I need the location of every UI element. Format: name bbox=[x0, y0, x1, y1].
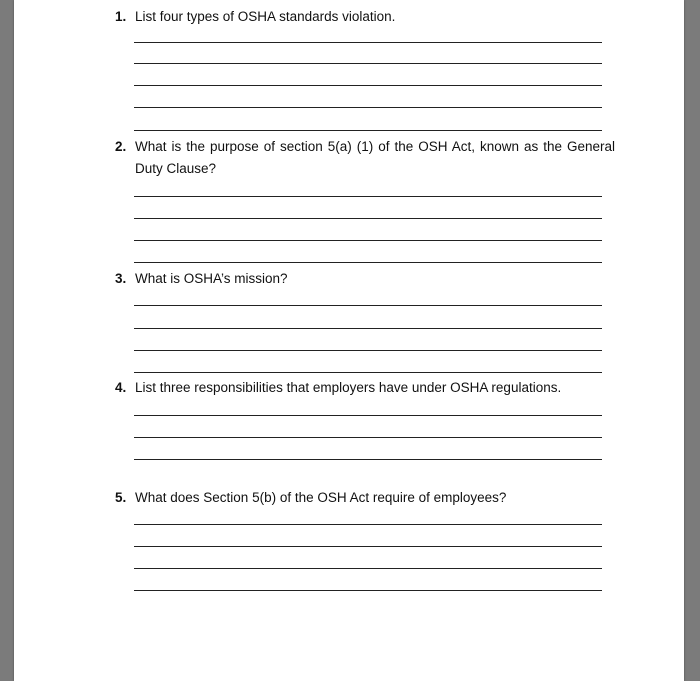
answer-line[interactable] bbox=[134, 524, 602, 525]
question-number: 4. bbox=[115, 380, 127, 395]
answer-line[interactable] bbox=[134, 240, 602, 241]
answer-line[interactable] bbox=[134, 130, 602, 131]
question-text: What is the purpose of section 5(a) (1) of the OSH Act, known as the General Duty Clause? bbox=[135, 139, 615, 176]
answer-line[interactable] bbox=[134, 42, 602, 43]
answer-line[interactable] bbox=[134, 350, 602, 351]
answer-line[interactable] bbox=[134, 415, 602, 416]
question-2 bbox=[115, 136, 615, 180]
answer-line[interactable] bbox=[134, 262, 602, 263]
question-text: What does Section 5(b) of the OSH Act require of employees? bbox=[135, 490, 507, 505]
answer-line[interactable] bbox=[134, 63, 602, 64]
answer-line[interactable] bbox=[134, 372, 602, 373]
worksheet-page bbox=[14, 0, 684, 681]
question-number: 3. bbox=[115, 271, 127, 286]
answer-line[interactable] bbox=[134, 590, 602, 591]
answer-line[interactable] bbox=[134, 218, 602, 219]
answer-line[interactable] bbox=[134, 107, 602, 108]
answer-line[interactable] bbox=[134, 546, 602, 547]
question-number: 5. bbox=[115, 490, 127, 505]
answer-line[interactable] bbox=[134, 459, 602, 460]
answer-line[interactable] bbox=[134, 437, 602, 438]
question-4 bbox=[115, 377, 615, 399]
answer-line[interactable] bbox=[134, 196, 602, 197]
question-number: 1. bbox=[115, 9, 127, 24]
question-text: List three responsibilities that employers have under OSHA regulations. bbox=[135, 380, 562, 395]
answer-line[interactable] bbox=[134, 568, 602, 569]
answer-line[interactable] bbox=[134, 328, 602, 329]
answer-line[interactable] bbox=[134, 85, 602, 86]
question-text: What is OSHA’s mission? bbox=[135, 271, 288, 286]
question-number: 2. bbox=[115, 139, 127, 154]
question-text: List four types of OSHA standards violation. bbox=[135, 9, 396, 24]
question-1 bbox=[115, 6, 615, 28]
answer-line[interactable] bbox=[134, 305, 602, 306]
question-3 bbox=[115, 268, 615, 290]
question-5 bbox=[115, 487, 615, 509]
